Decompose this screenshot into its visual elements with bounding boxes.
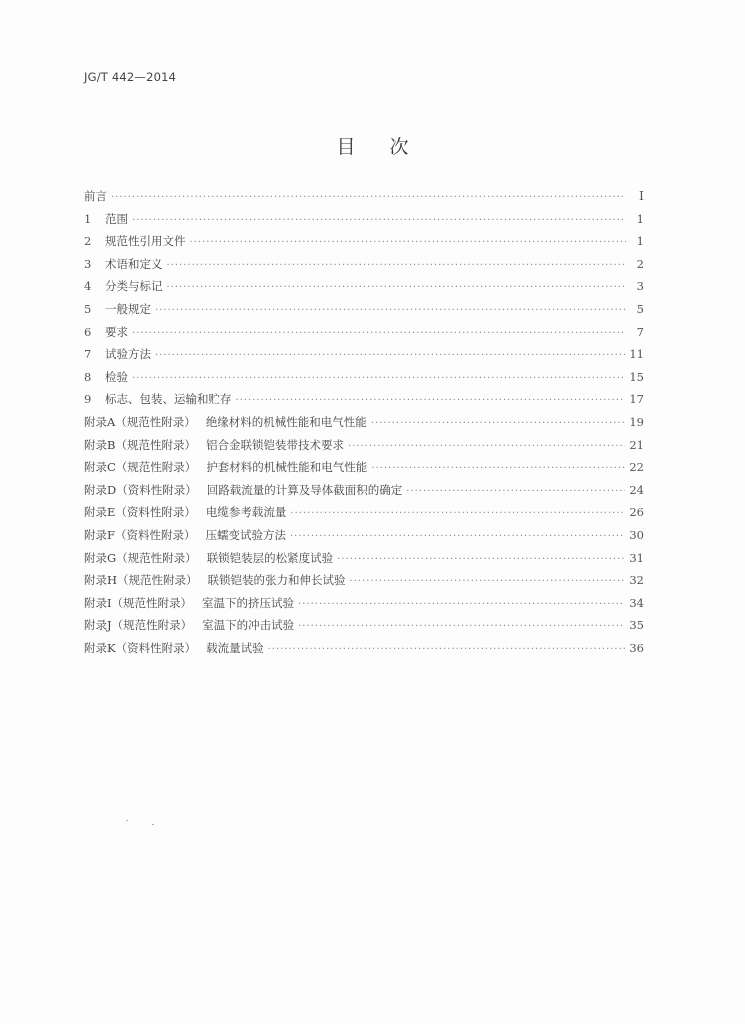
toc-entry-appendix-label: 附录E（资料性附录） (84, 505, 196, 520)
toc-entry-chapter[interactable] (84, 278, 644, 301)
toc-entry-page: 1 (636, 211, 644, 226)
toc-entry-title: 试验方法 (105, 347, 151, 362)
page-title: 目次 (336, 136, 443, 158)
toc-entry-title: 铝合金联锁铠装带技术要求 (205, 437, 344, 452)
toc-entry-appendix-label: 附录I（规范性附录） (84, 595, 193, 610)
toc-entry-number: 3 (84, 256, 92, 271)
toc-entry-appendix[interactable] (84, 550, 644, 573)
toc-entry-page: 1 (636, 234, 644, 249)
toc-entry-appendix[interactable] (84, 527, 644, 550)
leader-dots (298, 599, 625, 610)
toc-entry-page: 3 (636, 279, 644, 294)
toc-entry-title: 室温下的冲击试验 (202, 618, 295, 633)
toc-entry-appendix-label: 附录B（规范性附录） (84, 437, 196, 452)
leader-dots (155, 350, 625, 361)
toc-entry-chapter[interactable] (84, 211, 644, 234)
leader-dots (371, 418, 626, 429)
leader-dots (298, 621, 625, 632)
toc-entry-appendix-label: 附录G（规范性附录） (84, 550, 197, 565)
leader-dots (111, 192, 626, 203)
toc-entry-page: 11 (629, 347, 644, 362)
toc-entry-appendix[interactable] (84, 437, 644, 460)
leader-dots (371, 463, 625, 474)
toc-entry-appendix[interactable] (84, 504, 644, 527)
toc-entry-page: 32 (629, 573, 644, 588)
toc-entry-page: 15 (629, 369, 644, 384)
scan-speck (126, 820, 128, 821)
leader-dots (155, 305, 626, 316)
leader-dots (132, 373, 625, 384)
toc-entry-chapter[interactable] (84, 369, 644, 392)
toc-entry-title: 前言 (84, 189, 107, 203)
toc-entry-appendix-label: 附录K（资料性附录） (84, 640, 197, 655)
toc-entry-number: 4 (84, 279, 92, 294)
toc-entry-page: Ⅰ (639, 188, 644, 203)
toc-entry-title: 分类与标记 (105, 279, 163, 294)
toc-entry-page: 19 (629, 414, 644, 429)
toc-entry-page: 17 (629, 392, 644, 407)
leader-dots (290, 531, 625, 542)
leader-dots (190, 237, 627, 248)
toc-entry-page: 26 (629, 505, 644, 520)
standard-code: JG/T 442—2014 (84, 70, 177, 84)
toc-entry-title: 一般规定 (105, 301, 151, 316)
leader-dots (167, 260, 627, 271)
toc-entry-number: 6 (84, 324, 92, 339)
toc-entry-chapter[interactable] (84, 256, 644, 279)
toc-entry-number: 5 (84, 301, 92, 316)
toc-entry-appendix-label: 附录A（规范性附录） (84, 414, 196, 429)
toc-entry-appendix-label: 附录F（资料性附录） (84, 527, 196, 542)
toc-entry-appendix-label: 附录J（规范性附录） (84, 618, 193, 633)
toc-entry-page: 22 (629, 460, 644, 475)
leader-dots (236, 395, 626, 406)
toc-entry-appendix[interactable] (84, 482, 644, 505)
toc-entry-appendix[interactable] (84, 414, 644, 437)
toc-entry-number: 7 (84, 347, 92, 362)
toc-entry-chapter[interactable] (84, 346, 644, 369)
toc-entry-page: 5 (636, 301, 644, 316)
toc-entry-page: 31 (629, 550, 644, 565)
toc-entry-title: 电缆参考载流量 (205, 505, 287, 520)
toc-entry-number: 9 (84, 392, 92, 407)
leader-dots (290, 508, 625, 519)
toc-entry-appendix-label: 附录C（规范性附录） (84, 460, 197, 475)
toc-entry-chapter[interactable] (84, 301, 644, 324)
toc-entry-page: 2 (636, 256, 644, 271)
toc-entry-title: 绝缘材料的机械性能和电气性能 (205, 414, 367, 429)
leader-dots (350, 576, 626, 587)
toc-entry-title: 范围 (105, 211, 128, 226)
toc-entry-chapter[interactable] (84, 233, 644, 256)
leader-dots (406, 486, 625, 497)
leader-dots (348, 441, 625, 452)
toc-entry-appendix[interactable] (84, 459, 644, 482)
toc-entry-title: 规范性引用文件 (105, 234, 186, 249)
toc-entry-page: 24 (629, 482, 644, 497)
scan-speck (152, 824, 154, 825)
toc-entry-appendix[interactable] (84, 572, 644, 595)
toc-entry-number: 1 (84, 211, 92, 226)
toc-entry-title: 护套材料的机械性能和电气性能 (206, 460, 368, 475)
toc-entry-title: 联锁铠装层的松紧度试验 (206, 550, 334, 565)
toc-entry-chapter[interactable] (84, 324, 644, 347)
leader-dots (268, 644, 626, 655)
toc-entry-title: 载流量试验 (206, 640, 264, 655)
toc-entry-title: 联锁铠装的张力和伸长试验 (207, 573, 346, 588)
toc-entry-chapter[interactable] (84, 391, 644, 414)
leader-dots (132, 215, 626, 226)
toc-entry-page: 30 (629, 527, 644, 542)
leader-dots (337, 554, 625, 565)
toc-entry-page: 36 (629, 640, 644, 655)
table-of-contents (84, 188, 644, 662)
toc-entry-appendix[interactable] (84, 617, 644, 640)
toc-entry-page: 21 (629, 437, 644, 452)
toc-entry-title: 室温下的挤压试验 (202, 595, 295, 610)
toc-entry-preface[interactable] (84, 188, 644, 211)
toc-entry-page: 7 (636, 324, 644, 339)
toc-entry-page: 35 (629, 618, 644, 633)
toc-entry-number: 2 (84, 234, 92, 249)
toc-entry-title: 要求 (105, 324, 128, 339)
toc-entry-title: 回路载流量的计算及导体截面积的确定 (206, 482, 403, 497)
toc-entry-title: 术语和定义 (105, 256, 163, 271)
toc-entry-title: 压蠕变试验方法 (205, 527, 286, 542)
toc-entry-appendix[interactable] (84, 640, 644, 663)
toc-entry-title: 标志、包装、运输和贮存 (105, 392, 232, 407)
toc-entry-title: 检验 (105, 369, 128, 384)
toc-entry-number: 8 (84, 369, 92, 384)
toc-entry-appendix[interactable] (84, 595, 644, 618)
toc-entry-appendix-label: 附录H（规范性附录） (84, 573, 198, 588)
toc-entry-appendix-label: 附录D（资料性附录） (84, 482, 197, 497)
leader-dots (132, 328, 626, 339)
leader-dots (167, 282, 627, 293)
toc-entry-page: 34 (629, 595, 644, 610)
